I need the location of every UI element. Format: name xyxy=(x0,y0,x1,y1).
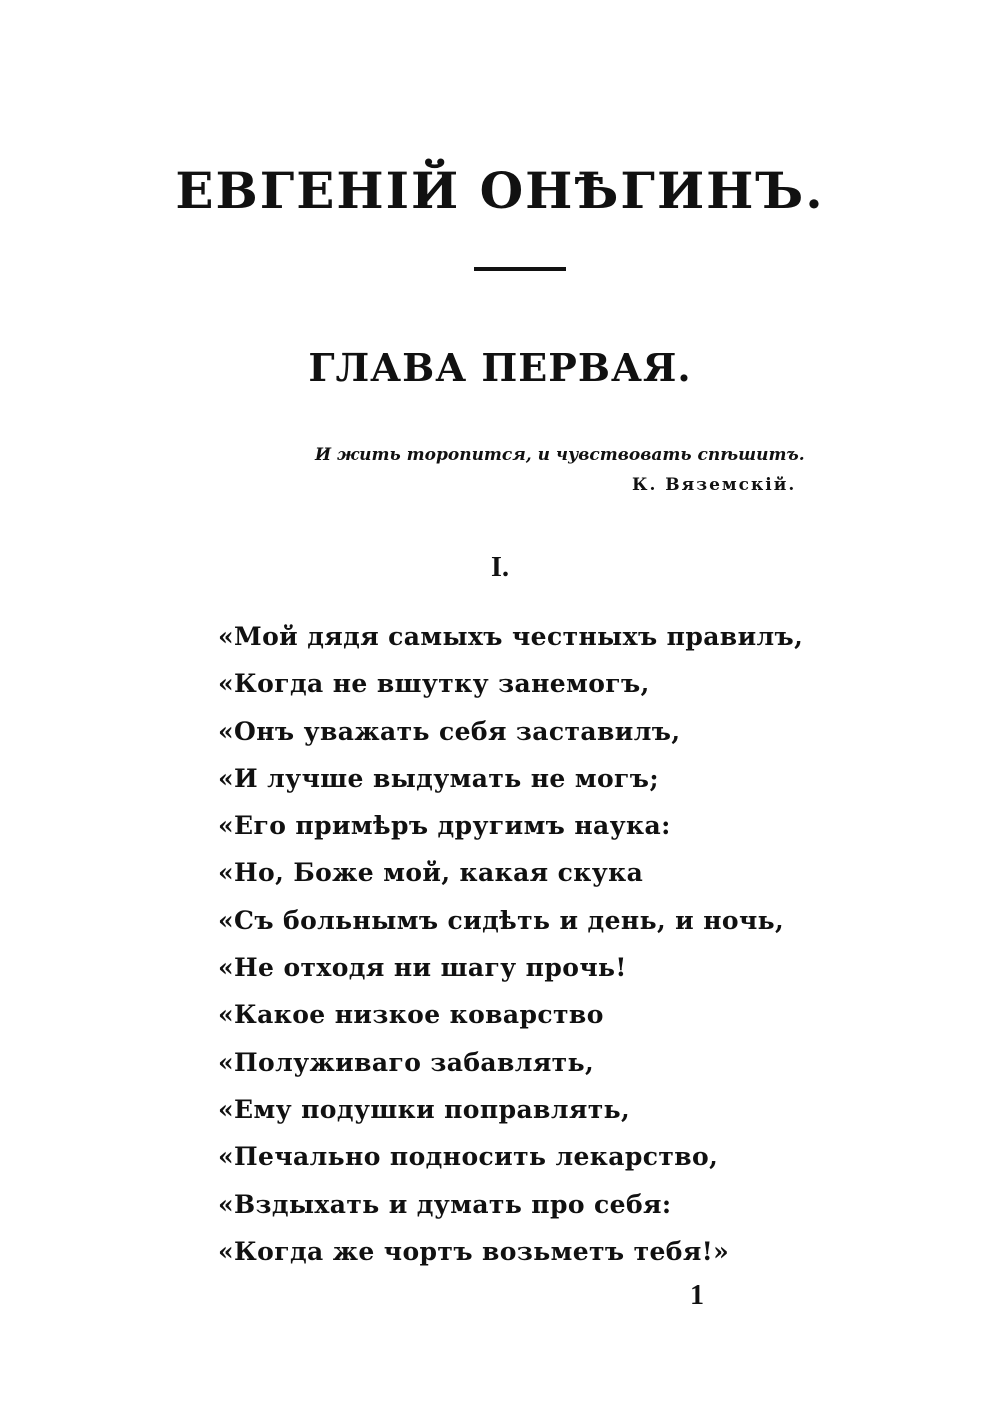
epigraph-author: К. Вяземскій. xyxy=(632,475,797,495)
verse-line: «Но, Боже мой, какая скука xyxy=(218,858,644,888)
verse-line: «Когда не вшутку занемогъ, xyxy=(218,669,650,699)
verse-line: «Вздыхать и думать про себя: xyxy=(218,1189,672,1219)
epigraph xyxy=(315,440,845,495)
verse-line: «Его примѣръ другимъ наука: xyxy=(218,811,671,841)
verse-line: «Онъ уважать себя заставилъ, xyxy=(218,716,681,746)
verse-line: «Съ больнымъ сидѣть и день, и ночь, xyxy=(218,905,785,935)
verse-line: «Мой дядя самыхъ честныхъ правилъ, xyxy=(218,622,804,651)
stanza-verse xyxy=(218,613,858,1275)
chapter-heading: ГЛАВА ПЕРВАЯ. xyxy=(308,345,692,390)
verse-line: «И лучше выдумать не могъ; xyxy=(218,763,659,793)
verse-line: «Какое низкое коварство xyxy=(218,1000,604,1030)
verse-line: «Когда же чортъ возьметъ тебя!» xyxy=(218,1236,730,1266)
verse-line: «Не отходя ни шагу прочь! xyxy=(218,953,627,983)
verse-line: «Полуживаго забавлять, xyxy=(218,1047,595,1077)
verse-line: «Печально подносить лекарство, xyxy=(218,1142,719,1172)
book-title: ЕВГЕНІЙ ОНѢГИНЪ. xyxy=(175,161,825,220)
stanza-number: I. xyxy=(491,552,509,583)
page-number: 1 xyxy=(690,1280,704,1311)
verse-line: «Ему подушки поправлять, xyxy=(218,1094,631,1124)
epigraph-text: И жить торопится, и чувствовать спѣшитъ. xyxy=(315,445,805,465)
title-divider xyxy=(474,267,566,271)
